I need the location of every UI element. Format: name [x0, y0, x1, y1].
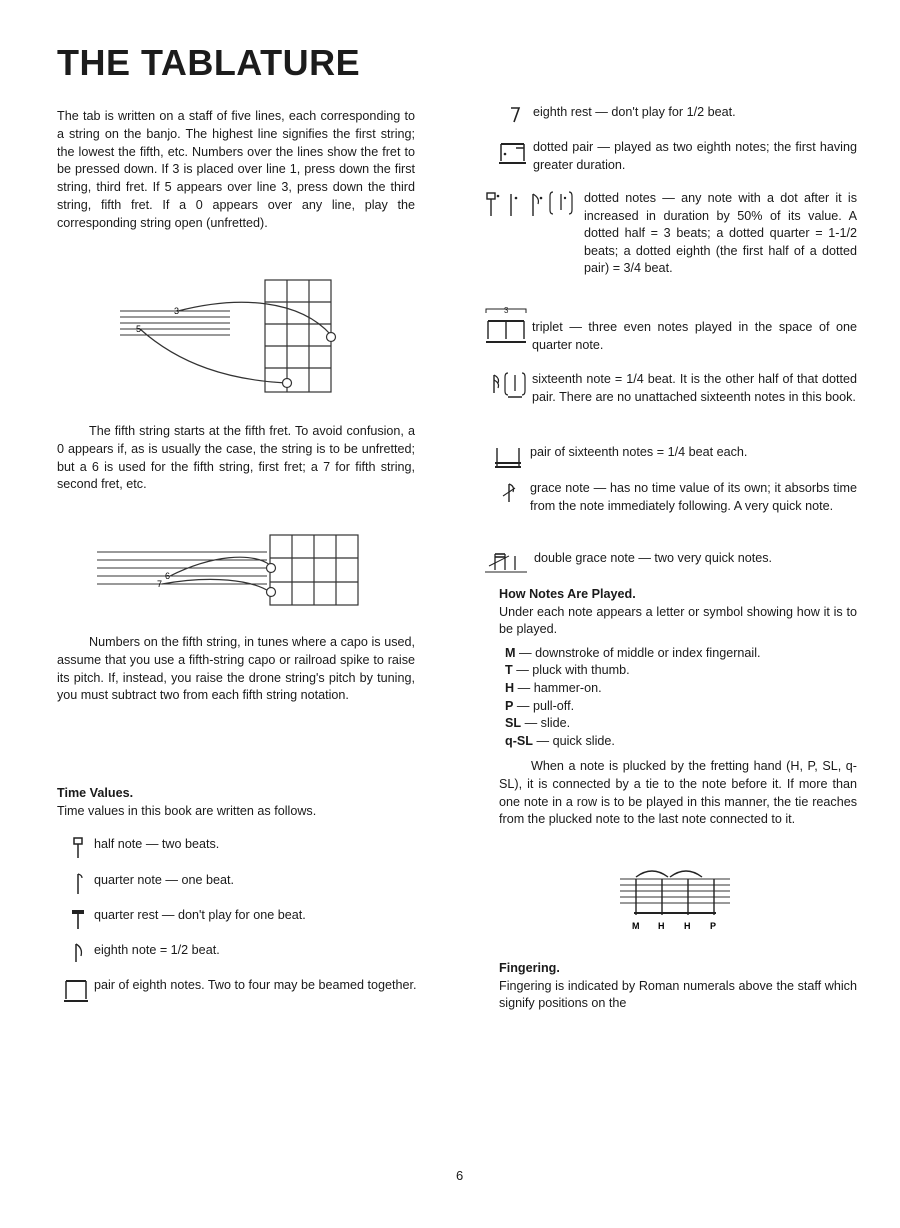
- symbol-text: pair of sixteenth notes = 1/4 beat each.: [530, 445, 748, 459]
- symbol-text: triplet — three even notes played in the space of one quarter note.: [532, 320, 857, 352]
- time-value-row: [62, 836, 417, 860]
- grace-note-icon: [488, 480, 530, 506]
- quarter-note-icon: [62, 872, 94, 896]
- symbol-row: [478, 190, 857, 278]
- symbol-row: [497, 104, 857, 124]
- fifth-string-paragraph: The fifth string starts at the fifth fret. To avoid confusion, a 0 appears if, as is usually the case, the string is to be unfretted; but a 6 is used for the fifth string, first fret; a 7 for fifth string, second fret, etc.: [57, 424, 415, 492]
- fingering-text: Fingering is indicated by Roman numerals above the staff which signify positions on the: [499, 978, 857, 1011]
- triplet-icon: [480, 305, 532, 349]
- tab-fretboard-figure-1: [110, 275, 350, 400]
- symbol-row: [493, 139, 857, 174]
- time-value-text: quarter rest — don't play for one beat.: [94, 908, 306, 922]
- time-value-row: [62, 872, 417, 896]
- stroke-label: H: [658, 921, 665, 931]
- time-value-row: [58, 977, 417, 1007]
- symbol-text: double grace note — two very quick notes.: [534, 551, 773, 565]
- symbol-row: [478, 550, 857, 576]
- time-value-row: [62, 942, 417, 966]
- how-notes-played-section: [499, 586, 857, 829]
- intro-paragraph: The tab is written on a staff of five lines, each corresponding to a string on the banjo. The highest line signifies the first string; the lowest the fifth, etc. Numbers over the lines show the fret to be pressed down. If 3 is placed over line 1, press down the first string, third fret. If 5 appears over line 3, press down the third string, fifth fret. If a 0 appears over any line, play the corresponding string open (unfretted).: [57, 109, 415, 230]
- legend-item: P — pull-off.: [505, 698, 575, 713]
- svg-text:3: 3: [504, 306, 509, 315]
- capo-paragraph: Numbers on the fifth string, in tunes where a capo is used, assume that you use a fifth-string capo or railroad spike to raise its pitch. If, instead, you raise the drone string's pitch by tuning, you must subtract two from each fifth string notation.: [57, 635, 415, 703]
- sixteenth-note-icon: [484, 371, 532, 405]
- symbol-text: grace note — has no time value of its own; it absorbs time from the note immediately following. A very quick note.: [530, 481, 857, 513]
- legend-item: M — downstroke of middle or index fingernail.: [505, 645, 761, 660]
- tie-example-figure: [618, 865, 733, 935]
- time-value-row: [62, 907, 417, 931]
- tie-paragraph: When a note is plucked by the fretting hand (H, P, SL, q-SL), it is connected by a tie to the note before it. If more than one note in a row is to be played in this manner, the tie reaches from the plucked note to the last note connected to it.: [499, 759, 857, 827]
- fingering-heading: Fingering.: [499, 961, 560, 975]
- eighth-note-icon: [62, 942, 94, 966]
- legend-item: SL — slide.: [505, 716, 571, 731]
- fret-number: 5: [136, 324, 142, 334]
- how-played-intro: Under each note appears a letter or symbol showing how it is to be played.: [499, 604, 857, 637]
- symbol-row: [484, 371, 857, 406]
- stroke-label: M: [632, 921, 640, 931]
- fret-number: 3: [174, 306, 180, 316]
- double-grace-note-icon: [478, 550, 534, 576]
- time-values-intro: Time values in this book are written as follows.: [57, 803, 317, 818]
- time-value-text: eighth note = 1/2 beat.: [94, 943, 220, 957]
- symbol-text: dotted pair — played as two eighth notes; the first having greater duration.: [533, 140, 857, 172]
- symbol-row: [488, 480, 857, 515]
- time-values-section: [57, 785, 427, 820]
- legend-item: T — pluck with thumb.: [505, 663, 630, 678]
- symbol-text: dotted notes — any note with a dot after it is increased in duration by 50% of its value. A dotted half = 3 beats; a dotted quarter = 1-1/2 beats; a dotted eighth (the first half of a dotted pair) = 3/4 beat.: [584, 191, 857, 276]
- time-value-text: quarter note — one beat.: [94, 873, 235, 887]
- time-values-heading: Time Values.: [57, 786, 134, 800]
- page-title: THE TABLATURE: [57, 42, 361, 83]
- stroke-label: P: [710, 921, 717, 931]
- quarter-rest-icon: [62, 907, 94, 931]
- time-value-text: pair of eighth notes. Two to four may be beamed together.: [94, 978, 417, 992]
- symbol-text: eighth rest — don't play for 1/2 beat.: [533, 105, 736, 119]
- symbol-row: [486, 444, 857, 474]
- eighth-pair-icon: [58, 977, 94, 1007]
- how-played-heading: How Notes Are Played.: [499, 587, 636, 601]
- stroke-legend: [499, 645, 857, 751]
- tab-fretboard-figure-2: [92, 530, 372, 615]
- legend-item: q-SL — quick slide.: [505, 733, 615, 748]
- eighth-rest-icon: [497, 104, 533, 124]
- stroke-label: H: [684, 921, 691, 931]
- symbol-row: [480, 305, 857, 354]
- sixteenth-pair-icon: [486, 444, 530, 474]
- fingering-section: [499, 960, 857, 1013]
- page-number: 6: [456, 1168, 464, 1183]
- dotted-notes-icon: [478, 190, 584, 224]
- dotted-pair-icon: [493, 139, 533, 169]
- fret-number: 7: [157, 579, 163, 589]
- half-note-icon: [62, 836, 94, 860]
- legend-item: H — hammer-on.: [505, 680, 602, 695]
- symbol-text: sixteenth note = 1/4 beat. It is the other half of that dotted pair. There are no unattached sixteenth notes in this book.: [532, 372, 857, 404]
- fret-number: 6: [165, 571, 171, 581]
- time-value-text: half note — two beats.: [94, 837, 220, 851]
